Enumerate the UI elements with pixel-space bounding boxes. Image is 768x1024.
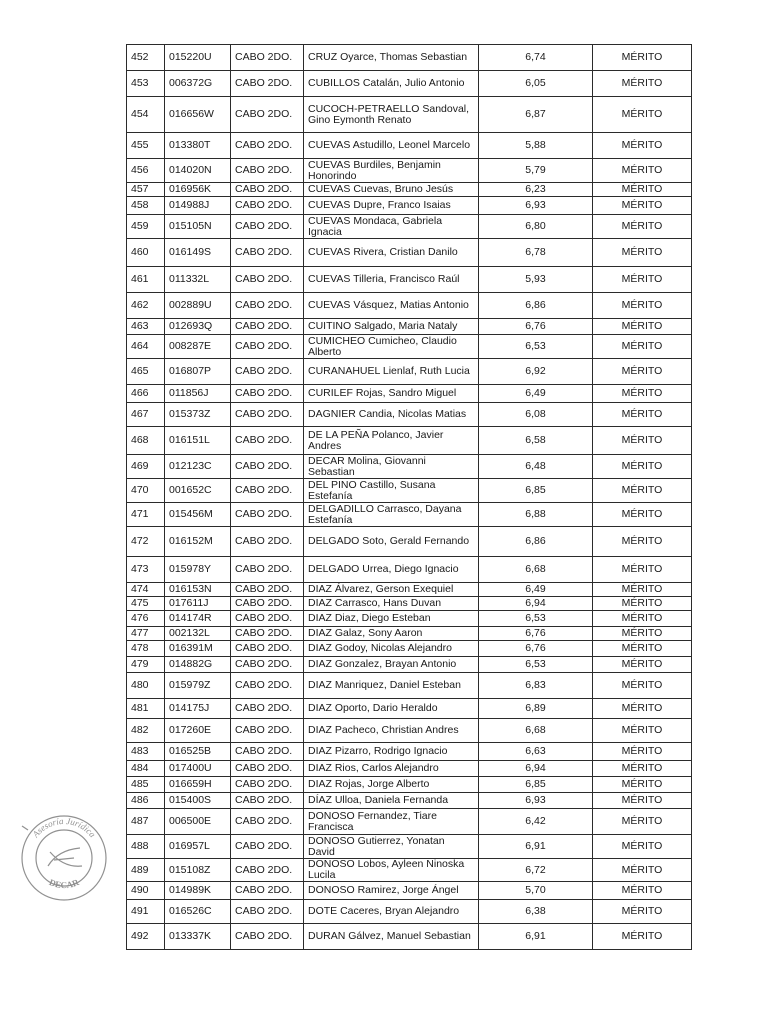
row-score: 6,38 xyxy=(479,900,593,924)
row-status: MÉRITO xyxy=(593,403,692,427)
table-row xyxy=(127,479,692,503)
row-status: MÉRITO xyxy=(593,45,692,71)
table-row xyxy=(127,859,692,882)
table-row xyxy=(127,719,692,743)
row-status: MÉRITO xyxy=(593,503,692,527)
row-name: DOTE Caceres, Bryan Alejandro xyxy=(304,900,479,924)
row-rank: CABO 2DO. xyxy=(231,427,304,455)
row-name: DIAZ Diaz, Diego Esteban xyxy=(304,611,479,627)
row-status: MÉRITO xyxy=(593,267,692,293)
row-code: 014174R xyxy=(165,611,231,627)
svg-text:DECAR xyxy=(48,877,81,890)
row-number: 485 xyxy=(127,777,165,793)
row-score: 6,87 xyxy=(479,97,593,133)
row-score: 6,58 xyxy=(479,427,593,455)
row-name: CUEVAS Mondaca, Gabriela Ignacia xyxy=(304,215,479,239)
row-number: 459 xyxy=(127,215,165,239)
row-number: 492 xyxy=(127,924,165,950)
table-row xyxy=(127,267,692,293)
row-code: 017611J xyxy=(165,597,231,611)
row-score: 6,76 xyxy=(479,627,593,641)
row-code: 002889U xyxy=(165,293,231,319)
table-row xyxy=(127,239,692,267)
row-code: 014175J xyxy=(165,699,231,719)
row-score: 6,80 xyxy=(479,215,593,239)
row-rank: CABO 2DO. xyxy=(231,71,304,97)
row-rank: CABO 2DO. xyxy=(231,699,304,719)
table-row xyxy=(127,597,692,611)
row-number: 481 xyxy=(127,699,165,719)
table-row xyxy=(127,583,692,597)
row-rank: CABO 2DO. xyxy=(231,527,304,557)
row-code: 014882G xyxy=(165,657,231,673)
row-rank: CABO 2DO. xyxy=(231,743,304,761)
row-status: MÉRITO xyxy=(593,71,692,97)
row-name: DIAZ Álvarez, Gerson Exequiel xyxy=(304,583,479,597)
row-name: DAGNIER Candia, Nicolas Matias xyxy=(304,403,479,427)
row-number: 476 xyxy=(127,611,165,627)
row-code: 017400U xyxy=(165,761,231,777)
row-name: DELGADILLO Carrasco, Dayana Estefanía xyxy=(304,503,479,527)
row-code: 016656W xyxy=(165,97,231,133)
row-code: 006372G xyxy=(165,71,231,97)
table-row xyxy=(127,319,692,335)
row-name: DIAZ Pacheco, Christian Andres xyxy=(304,719,479,743)
row-status: MÉRITO xyxy=(593,359,692,385)
row-number: 489 xyxy=(127,859,165,882)
table-row xyxy=(127,427,692,455)
row-name: DIAZ Carrasco, Hans Duvan xyxy=(304,597,479,611)
row-code: 015979Z xyxy=(165,673,231,699)
row-name: CRUZ Oyarce, Thomas Sebastian xyxy=(304,45,479,71)
row-rank: CABO 2DO. xyxy=(231,809,304,835)
table-row xyxy=(127,777,692,793)
row-rank: CABO 2DO. xyxy=(231,761,304,777)
row-status: MÉRITO xyxy=(593,835,692,859)
row-score: 6,53 xyxy=(479,335,593,359)
stamp-top-text: Asesoría Jurídica xyxy=(30,815,98,840)
row-status: MÉRITO xyxy=(593,761,692,777)
row-score: 6,76 xyxy=(479,641,593,657)
table-row xyxy=(127,197,692,215)
row-score: 6,72 xyxy=(479,859,593,882)
table-row xyxy=(127,403,692,427)
row-number: 486 xyxy=(127,793,165,809)
row-rank: CABO 2DO. xyxy=(231,597,304,611)
row-name: CUEVAS Astudillo, Leonel Marcelo xyxy=(304,133,479,159)
row-rank: CABO 2DO. xyxy=(231,924,304,950)
table-row xyxy=(127,45,692,71)
row-number: 453 xyxy=(127,71,165,97)
row-number: 483 xyxy=(127,743,165,761)
row-number: 474 xyxy=(127,583,165,597)
row-rank: CABO 2DO. xyxy=(231,133,304,159)
row-code: 016391M xyxy=(165,641,231,657)
row-number: 452 xyxy=(127,45,165,71)
row-status: MÉRITO xyxy=(593,455,692,479)
table-row xyxy=(127,71,692,97)
table-row xyxy=(127,641,692,657)
row-name: CUEVAS Rivera, Cristian Danilo xyxy=(304,239,479,267)
row-score: 6,49 xyxy=(479,583,593,597)
table-row xyxy=(127,97,692,133)
row-number: 465 xyxy=(127,359,165,385)
table-row xyxy=(127,385,692,403)
row-number: 475 xyxy=(127,597,165,611)
row-name: DELGADO Urrea, Diego Ignacio xyxy=(304,557,479,583)
row-code: 016525B xyxy=(165,743,231,761)
row-name: DONOSO Gutierrez, Yonatan David xyxy=(304,835,479,859)
row-number: 469 xyxy=(127,455,165,479)
row-score: 6,68 xyxy=(479,719,593,743)
row-number: 460 xyxy=(127,239,165,267)
row-status: MÉRITO xyxy=(593,527,692,557)
row-rank: CABO 2DO. xyxy=(231,900,304,924)
row-score: 6,86 xyxy=(479,293,593,319)
row-score: 6,08 xyxy=(479,403,593,427)
row-rank: CABO 2DO. xyxy=(231,359,304,385)
row-status: MÉRITO xyxy=(593,657,692,673)
row-score: 6,68 xyxy=(479,557,593,583)
row-code: 016659H xyxy=(165,777,231,793)
row-number: 457 xyxy=(127,183,165,197)
roster-table-body xyxy=(127,45,692,950)
row-number: 454 xyxy=(127,97,165,133)
table-row xyxy=(127,793,692,809)
row-status: MÉRITO xyxy=(593,699,692,719)
row-score: 6,89 xyxy=(479,699,593,719)
row-rank: CABO 2DO. xyxy=(231,319,304,335)
row-code: 016956K xyxy=(165,183,231,197)
row-status: MÉRITO xyxy=(593,97,692,133)
row-code: 013337K xyxy=(165,924,231,950)
row-name: DIAZ Oporto, Dario Heraldo xyxy=(304,699,479,719)
row-code: 015978Y xyxy=(165,557,231,583)
row-name: DE LA PEÑA Polanco, Javier Andres xyxy=(304,427,479,455)
table-row xyxy=(127,924,692,950)
row-rank: CABO 2DO. xyxy=(231,455,304,479)
row-name: DIAZ Gonzalez, Brayan Antonio xyxy=(304,657,479,673)
row-name: CURANAHUEL Lienlaf, Ruth Lucia xyxy=(304,359,479,385)
stamp-bottom-text: DECAR xyxy=(47,877,81,891)
table-row xyxy=(127,699,692,719)
row-name: CUEVAS Cuevas, Bruno Jesús xyxy=(304,183,479,197)
row-score: 6,94 xyxy=(479,761,593,777)
row-score: 6,53 xyxy=(479,611,593,627)
row-score: 6,23 xyxy=(479,183,593,197)
row-number: 470 xyxy=(127,479,165,503)
table-row xyxy=(127,293,692,319)
row-status: MÉRITO xyxy=(593,900,692,924)
table-row xyxy=(127,809,692,835)
row-score: 6,83 xyxy=(479,673,593,699)
row-name: DIAZ Galaz, Sony Aaron xyxy=(304,627,479,641)
table-row xyxy=(127,527,692,557)
row-number: 478 xyxy=(127,641,165,657)
row-name: DIAZ Godoy, Nicolas Alejandro xyxy=(304,641,479,657)
row-status: MÉRITO xyxy=(593,183,692,197)
row-number: 473 xyxy=(127,557,165,583)
row-score: 6,48 xyxy=(479,455,593,479)
table-row xyxy=(127,627,692,641)
row-score: 6,85 xyxy=(479,479,593,503)
row-rank: CABO 2DO. xyxy=(231,45,304,71)
row-code: 012123C xyxy=(165,455,231,479)
row-number: 487 xyxy=(127,809,165,835)
row-code: 012693Q xyxy=(165,319,231,335)
row-score: 6,42 xyxy=(479,809,593,835)
row-number: 471 xyxy=(127,503,165,527)
row-score: 6,91 xyxy=(479,924,593,950)
row-rank: CABO 2DO. xyxy=(231,293,304,319)
svg-text:Asesoría Jurídica xyxy=(30,816,98,840)
row-rank: CABO 2DO. xyxy=(231,197,304,215)
row-number: 463 xyxy=(127,319,165,335)
row-code: 013380T xyxy=(165,133,231,159)
row-code: 015456M xyxy=(165,503,231,527)
row-status: MÉRITO xyxy=(593,627,692,641)
row-status: MÉRITO xyxy=(593,479,692,503)
row-number: 464 xyxy=(127,335,165,359)
row-status: MÉRITO xyxy=(593,215,692,239)
row-number: 480 xyxy=(127,673,165,699)
row-status: MÉRITO xyxy=(593,743,692,761)
row-rank: CABO 2DO. xyxy=(231,239,304,267)
table-row xyxy=(127,761,692,777)
table-row xyxy=(127,503,692,527)
row-status: MÉRITO xyxy=(593,197,692,215)
row-code: 015400S xyxy=(165,793,231,809)
row-status: MÉRITO xyxy=(593,611,692,627)
row-number: 482 xyxy=(127,719,165,743)
row-number: 472 xyxy=(127,527,165,557)
row-score: 6,93 xyxy=(479,793,593,809)
row-code: 015108Z xyxy=(165,859,231,882)
row-rank: CABO 2DO. xyxy=(231,859,304,882)
row-name: CUBILLOS Catalán, Julio Antonio xyxy=(304,71,479,97)
row-code: 011856J xyxy=(165,385,231,403)
row-status: MÉRITO xyxy=(593,719,692,743)
row-status: MÉRITO xyxy=(593,924,692,950)
row-status: MÉRITO xyxy=(593,597,692,611)
row-number: 479 xyxy=(127,657,165,673)
row-rank: CABO 2DO. xyxy=(231,777,304,793)
row-number: 490 xyxy=(127,882,165,900)
row-code: 016149S xyxy=(165,239,231,267)
row-rank: CABO 2DO. xyxy=(231,503,304,527)
row-number: 491 xyxy=(127,900,165,924)
table-row xyxy=(127,743,692,761)
row-score: 6,76 xyxy=(479,319,593,335)
row-name: DELGADO Soto, Gerald Fernando xyxy=(304,527,479,557)
table-row xyxy=(127,159,692,183)
row-name: CUITINO Salgado, Maria Nataly xyxy=(304,319,479,335)
row-number: 484 xyxy=(127,761,165,777)
table-row xyxy=(127,183,692,197)
table-row xyxy=(127,673,692,699)
row-score: 5,79 xyxy=(479,159,593,183)
row-code: 002132L xyxy=(165,627,231,641)
row-rank: CABO 2DO. xyxy=(231,583,304,597)
row-status: MÉRITO xyxy=(593,293,692,319)
row-number: 488 xyxy=(127,835,165,859)
row-name: DEL PINO Castillo, Susana Estefanía xyxy=(304,479,479,503)
row-rank: CABO 2DO. xyxy=(231,719,304,743)
row-status: MÉRITO xyxy=(593,859,692,882)
row-score: 6,63 xyxy=(479,743,593,761)
row-status: MÉRITO xyxy=(593,809,692,835)
table-row xyxy=(127,835,692,859)
row-rank: CABO 2DO. xyxy=(231,627,304,641)
row-code: 014989K xyxy=(165,882,231,900)
row-status: MÉRITO xyxy=(593,385,692,403)
row-code: 015220U xyxy=(165,45,231,71)
row-name: DIAZ Manriquez, Daniel Esteban xyxy=(304,673,479,699)
row-status: MÉRITO xyxy=(593,239,692,267)
row-score: 6,49 xyxy=(479,385,593,403)
row-score: 5,70 xyxy=(479,882,593,900)
row-score: 5,93 xyxy=(479,267,593,293)
table-row xyxy=(127,882,692,900)
row-code: 016526C xyxy=(165,900,231,924)
row-score: 6,92 xyxy=(479,359,593,385)
row-code: 016152M xyxy=(165,527,231,557)
row-score: 6,86 xyxy=(479,527,593,557)
row-score: 6,91 xyxy=(479,835,593,859)
row-rank: CABO 2DO. xyxy=(231,611,304,627)
row-name: DIAZ Rios, Carlos Alejandro xyxy=(304,761,479,777)
row-name: CUEVAS Dupre, Franco Isaias xyxy=(304,197,479,215)
row-status: MÉRITO xyxy=(593,777,692,793)
row-code: 008287E xyxy=(165,335,231,359)
table-row xyxy=(127,657,692,673)
row-rank: CABO 2DO. xyxy=(231,557,304,583)
row-status: MÉRITO xyxy=(593,793,692,809)
row-code: 011332L xyxy=(165,267,231,293)
row-name: DONOSO Fernandez, Tiare Francisca xyxy=(304,809,479,835)
row-rank: CABO 2DO. xyxy=(231,882,304,900)
row-name: DURAN Gálvez, Manuel Sebastian xyxy=(304,924,479,950)
row-score: 6,85 xyxy=(479,777,593,793)
row-code: 006500E xyxy=(165,809,231,835)
row-rank: CABO 2DO. xyxy=(231,835,304,859)
table-row xyxy=(127,359,692,385)
row-status: MÉRITO xyxy=(593,583,692,597)
row-rank: CABO 2DO. xyxy=(231,403,304,427)
row-name: CUCOCH-PETRAELLO Sandoval, Gino Eymonth Renato xyxy=(304,97,479,133)
row-number: 467 xyxy=(127,403,165,427)
row-number: 468 xyxy=(127,427,165,455)
row-rank: CABO 2DO. xyxy=(231,159,304,183)
table-row xyxy=(127,335,692,359)
row-name: DÍAZ Ulloa, Daniela Fernanda xyxy=(304,793,479,809)
table-row xyxy=(127,455,692,479)
row-rank: CABO 2DO. xyxy=(231,267,304,293)
row-rank: CABO 2DO. xyxy=(231,215,304,239)
row-rank: CABO 2DO. xyxy=(231,641,304,657)
row-rank: CABO 2DO. xyxy=(231,385,304,403)
row-status: MÉRITO xyxy=(593,641,692,657)
table-row xyxy=(127,611,692,627)
row-score: 5,88 xyxy=(479,133,593,159)
row-code: 015105N xyxy=(165,215,231,239)
row-name: CUEVAS Burdiles, Benjamin Honorindo xyxy=(304,159,479,183)
row-code: 016153N xyxy=(165,583,231,597)
row-code: 014988J xyxy=(165,197,231,215)
row-score: 6,05 xyxy=(479,71,593,97)
row-status: MÉRITO xyxy=(593,159,692,183)
row-name: DONOSO Ramirez, Jorge Ángel xyxy=(304,882,479,900)
row-number: 456 xyxy=(127,159,165,183)
row-name: CURILEF Rojas, Sandro Miguel xyxy=(304,385,479,403)
row-rank: CABO 2DO. xyxy=(231,673,304,699)
row-name: DECAR Molina, Giovanni Sebastian xyxy=(304,455,479,479)
row-score: 6,94 xyxy=(479,597,593,611)
table-row xyxy=(127,557,692,583)
row-rank: CABO 2DO. xyxy=(231,479,304,503)
roster-table xyxy=(126,44,692,950)
row-rank: CABO 2DO. xyxy=(231,657,304,673)
row-code: 015373Z xyxy=(165,403,231,427)
row-rank: CABO 2DO. xyxy=(231,335,304,359)
row-name: CUEVAS Vásquez, Matias Antonio xyxy=(304,293,479,319)
row-name: DONOSO Lobos, Ayleen Ninoska Lucila xyxy=(304,859,479,882)
row-status: MÉRITO xyxy=(593,335,692,359)
legal-stamp-icon xyxy=(14,808,114,904)
row-code: 014020N xyxy=(165,159,231,183)
row-name: DIAZ Pizarro, Rodrigo Ignacio xyxy=(304,743,479,761)
row-rank: CABO 2DO. xyxy=(231,793,304,809)
row-status: MÉRITO xyxy=(593,557,692,583)
row-score: 6,74 xyxy=(479,45,593,71)
row-code: 016151L xyxy=(165,427,231,455)
table-row xyxy=(127,215,692,239)
row-name: CUMICHEO Cumicheo, Claudio Alberto xyxy=(304,335,479,359)
table-row xyxy=(127,900,692,924)
row-status: MÉRITO xyxy=(593,673,692,699)
row-rank: CABO 2DO. xyxy=(231,97,304,133)
row-name: DIAZ Rojas, Jorge Alberto xyxy=(304,777,479,793)
row-number: 462 xyxy=(127,293,165,319)
row-number: 461 xyxy=(127,267,165,293)
row-number: 455 xyxy=(127,133,165,159)
table-row xyxy=(127,133,692,159)
row-score: 6,78 xyxy=(479,239,593,267)
row-status: MÉRITO xyxy=(593,882,692,900)
row-name: CUEVAS Tilleria, Francisco Raúl xyxy=(304,267,479,293)
row-code: 016957L xyxy=(165,835,231,859)
row-status: MÉRITO xyxy=(593,133,692,159)
row-rank: CABO 2DO. xyxy=(231,183,304,197)
row-code: 001652C xyxy=(165,479,231,503)
row-score: 6,93 xyxy=(479,197,593,215)
row-score: 6,88 xyxy=(479,503,593,527)
row-status: MÉRITO xyxy=(593,319,692,335)
row-number: 458 xyxy=(127,197,165,215)
row-status: MÉRITO xyxy=(593,427,692,455)
row-code: 017260E xyxy=(165,719,231,743)
row-code: 016807P xyxy=(165,359,231,385)
row-number: 466 xyxy=(127,385,165,403)
row-score: 6,53 xyxy=(479,657,593,673)
row-number: 477 xyxy=(127,627,165,641)
